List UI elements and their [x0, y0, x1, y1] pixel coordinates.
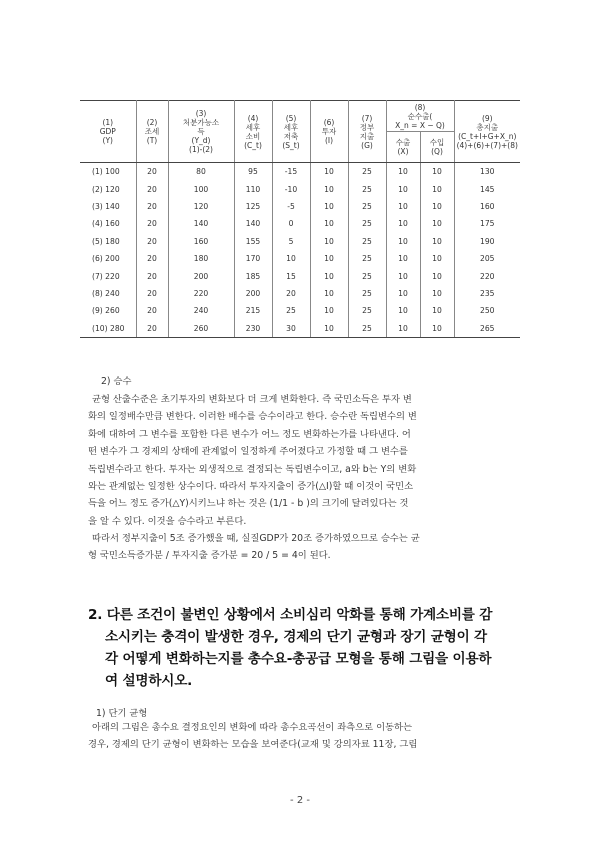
table-row	[80, 233, 520, 250]
table-cell: 10	[420, 233, 454, 250]
paragraph-line: 형 국민소득증가분 / 투자지출 증가분 = 20 / 5 = 4이 된다.	[88, 550, 331, 562]
table-cell: 220	[168, 285, 234, 302]
table-cell: 25	[348, 215, 386, 232]
paragraph-line: 아래의 그림은 총수요 결정요인의 변화에 따라 총수요곡선이 좌측으로 이동하는	[92, 722, 413, 733]
table-cell: 20	[272, 285, 310, 302]
table-cell: -15	[272, 163, 310, 181]
table-cell: 160	[480, 201, 495, 211]
table-cell: 10	[420, 250, 454, 267]
table-cell: 185	[234, 267, 272, 284]
table-cell: 240	[168, 302, 234, 319]
short-run-paragraph	[88, 719, 516, 754]
table-cell: 25	[272, 302, 310, 319]
table-row	[80, 198, 520, 215]
table-cell: 10	[420, 215, 454, 232]
table-cell: 10	[420, 320, 454, 338]
table-cell: 10	[310, 180, 348, 197]
table-cell: 175	[480, 219, 495, 229]
table-cell: 10	[386, 215, 420, 232]
table-cell: 20	[136, 180, 168, 197]
header-investment: (6) 투자 (I)	[310, 101, 348, 163]
table-cell: 30	[272, 320, 310, 338]
table-cell: 130	[480, 167, 495, 177]
paragraph-line: 화의 일정배수만큼 변한다. 이러한 배수를 승수이라고 한다. 승수란 독립변수의 변	[88, 411, 417, 423]
table-cell: -10	[272, 180, 310, 197]
table-cell: (7) 220	[80, 267, 136, 284]
table-cell: 20	[136, 302, 168, 319]
table-cell: 170	[234, 250, 272, 267]
table-cell: 20	[136, 320, 168, 338]
table-row	[80, 250, 520, 267]
table-cell: 25	[348, 285, 386, 302]
table-row	[80, 215, 520, 232]
table-cell: 180	[168, 250, 234, 267]
header-exports: 수출 (X)	[386, 132, 420, 163]
table-cell: 200	[168, 267, 234, 284]
table-cell: 10	[386, 233, 420, 250]
header-consumption: (4) 세후 소비 (C_t)	[234, 101, 272, 163]
table-cell: 145	[480, 184, 495, 194]
table-cell: 235	[480, 288, 495, 298]
table-cell: 110	[234, 180, 272, 197]
paragraph-line: 균형 산출수준은 초기투자의 변화보다 더 크게 변화한다. 즉 국민소득은 투자 변	[92, 394, 412, 405]
header-saving: (5) 세후 저축 (S_t)	[272, 101, 310, 163]
table-cell: 10	[310, 250, 348, 267]
table-cell: 10	[386, 180, 420, 197]
header-total-expenditure: (9) 총지출 (C_t+I+G+X_n) (4)+(6)+(7)+(8)	[454, 101, 520, 163]
table-cell: 155	[234, 233, 272, 250]
table-row	[80, 285, 520, 302]
table-cell: 25	[348, 250, 386, 267]
table-row	[80, 267, 520, 284]
question-line: 여 설명하시오.	[105, 673, 193, 689]
table-cell: 10	[310, 285, 348, 302]
table-cell: 10	[420, 302, 454, 319]
table-cell: 15	[272, 267, 310, 284]
table-cell: 10	[310, 302, 348, 319]
table-cell: 5	[272, 233, 310, 250]
table-cell: 20	[136, 163, 168, 181]
table-cell: 100	[168, 180, 234, 197]
header-net-exports: (8) 순수출( X_n = X − Q)	[386, 101, 454, 132]
question-line: 2. 다른 조건이 불변인 상황에서 소비심리 악화를 통해 가계소비를 감	[88, 607, 493, 623]
header-disposable-income: (3) 처분가능소 득 (Y_d) (1)-(2)	[168, 101, 234, 163]
multiplier-paragraph	[88, 391, 516, 530]
table-cell: 250	[480, 306, 495, 316]
table-cell: 10	[310, 233, 348, 250]
table-cell: (10) 280	[80, 320, 136, 338]
example-paragraph	[88, 530, 516, 565]
page-number: - 2 -	[290, 795, 310, 806]
table-cell: 10	[310, 267, 348, 284]
table-cell: 230	[234, 320, 272, 338]
paragraph-line: 떤 변수가 그 경제의 상태에 관계없이 일정하게 주어졌다고 가정할 때 그 변수를	[88, 446, 408, 458]
paragraph-line: 와는 관계없는 일정한 상수이다. 따라서 투자지출이 증가(△I)할 때 이것이 국민소	[88, 481, 414, 493]
paragraph-line: 화에 대하여 그 변수를 포함한 다른 변수가 어느 정도 변화하는가를 나타낸다. 어	[88, 428, 411, 440]
table-cell: 25	[348, 267, 386, 284]
table-cell: 10	[386, 320, 420, 338]
table-cell: 10	[310, 198, 348, 215]
table-cell: 190	[480, 236, 495, 246]
table-cell: (3) 140	[80, 198, 136, 215]
table-cell: 80	[168, 163, 234, 181]
table-cell: 10	[272, 250, 310, 267]
table-cell: 25	[348, 320, 386, 338]
table-cell: 10	[386, 302, 420, 319]
table-cell: 20	[136, 285, 168, 302]
table-cell: 25	[348, 233, 386, 250]
table-cell: (8) 240	[80, 285, 136, 302]
table-cell: 20	[136, 198, 168, 215]
table-cell: 215	[234, 302, 272, 319]
section-heading-short-run: 1) 단기 균형	[96, 708, 148, 719]
question-line: 소시키는 충격이 발생한 경우, 경제의 단기 균형과 장기 균형이 각	[105, 629, 487, 645]
table-row	[80, 320, 520, 338]
table-cell: 25	[348, 163, 386, 181]
table-cell: 205	[480, 254, 495, 264]
table-row	[80, 302, 520, 319]
header-tax: (2) 조세 (T)	[136, 101, 168, 163]
table-cell: 140	[234, 215, 272, 232]
table-cell: 25	[348, 180, 386, 197]
table-cell: 10	[420, 198, 454, 215]
table-cell: 25	[348, 302, 386, 319]
table-cell: 120	[168, 198, 234, 215]
table-row	[80, 180, 520, 197]
table-cell: 10	[420, 285, 454, 302]
table-cell: 10	[420, 267, 454, 284]
table-cell: 25	[348, 198, 386, 215]
table-cell: -5	[272, 198, 310, 215]
table-cell: 20	[136, 250, 168, 267]
table-cell: 160	[168, 233, 234, 250]
table-cell: (6) 200	[80, 250, 136, 267]
table-cell: 20	[136, 267, 168, 284]
gdp-expenditure-table	[80, 100, 520, 338]
paragraph-line: 경우, 경제의 단기 균형이 변화하는 모습을 보여준다(교재 및 강의자료 11장, 그림	[88, 739, 418, 751]
table-cell: 140	[168, 215, 234, 232]
table-cell: (9) 260	[80, 302, 136, 319]
table-cell: 265	[454, 320, 520, 338]
paragraph-line: 독립변수라고 한다. 투자는 외생적으로 결정되는 독립변수이고, a와 b는 Y의 변화	[88, 463, 417, 475]
section-heading-multiplier: 2) 승수	[101, 376, 132, 387]
header-gdp: (1) GDP (Y)	[80, 101, 136, 163]
table-cell: 10	[386, 250, 420, 267]
paragraph-line: 을 알 수 있다. 이것을 승수라고 부른다.	[88, 515, 247, 527]
table-cell: 220	[480, 271, 495, 281]
table-cell: (4) 160	[80, 215, 136, 232]
table-cell: 0	[272, 215, 310, 232]
question-2	[88, 604, 528, 692]
table-cell: 10	[420, 180, 454, 197]
table-cell: 10	[310, 215, 348, 232]
question-number: 2.	[88, 607, 103, 623]
table-cell: 10	[386, 198, 420, 215]
header-government-spending: (7) 정부 지출 (G)	[348, 101, 386, 163]
paragraph-line: 따라서 정부지출이 5조 증가했을 때, 실질GDP가 20조 증가하였으므로 승수는 균	[92, 533, 420, 544]
table-cell: 95	[234, 163, 272, 181]
table-cell: 260	[168, 320, 234, 338]
table-cell: (1) 100	[80, 163, 136, 181]
table-cell: 10	[310, 320, 348, 338]
table-cell: 20	[136, 233, 168, 250]
table-cell: 20	[136, 215, 168, 232]
table-cell: (5) 180	[80, 233, 136, 250]
table-cell: 200	[234, 285, 272, 302]
table-cell: (2) 120	[80, 180, 136, 197]
table-cell: 10	[386, 163, 420, 181]
table-cell: 10	[310, 163, 348, 181]
table-row	[80, 163, 520, 181]
gdp-expenditure-table-wrapper	[80, 100, 520, 338]
paragraph-line: 득을 어느 정도 증가(△Y)시키느냐 하는 것은 (1/1 - b )의 크기에 달려있다는 것	[88, 498, 409, 510]
table-cell: 10	[386, 285, 420, 302]
question-line: 각 어떻게 변화하는지를 총수요-총공급 모형을 통해 그림을 이용하	[105, 651, 492, 667]
header-imports: 수입 (Q)	[420, 132, 454, 163]
table-cell: 10	[420, 163, 454, 181]
table-body	[80, 163, 520, 338]
table-cell: 125	[234, 198, 272, 215]
table-cell: 10	[386, 267, 420, 284]
